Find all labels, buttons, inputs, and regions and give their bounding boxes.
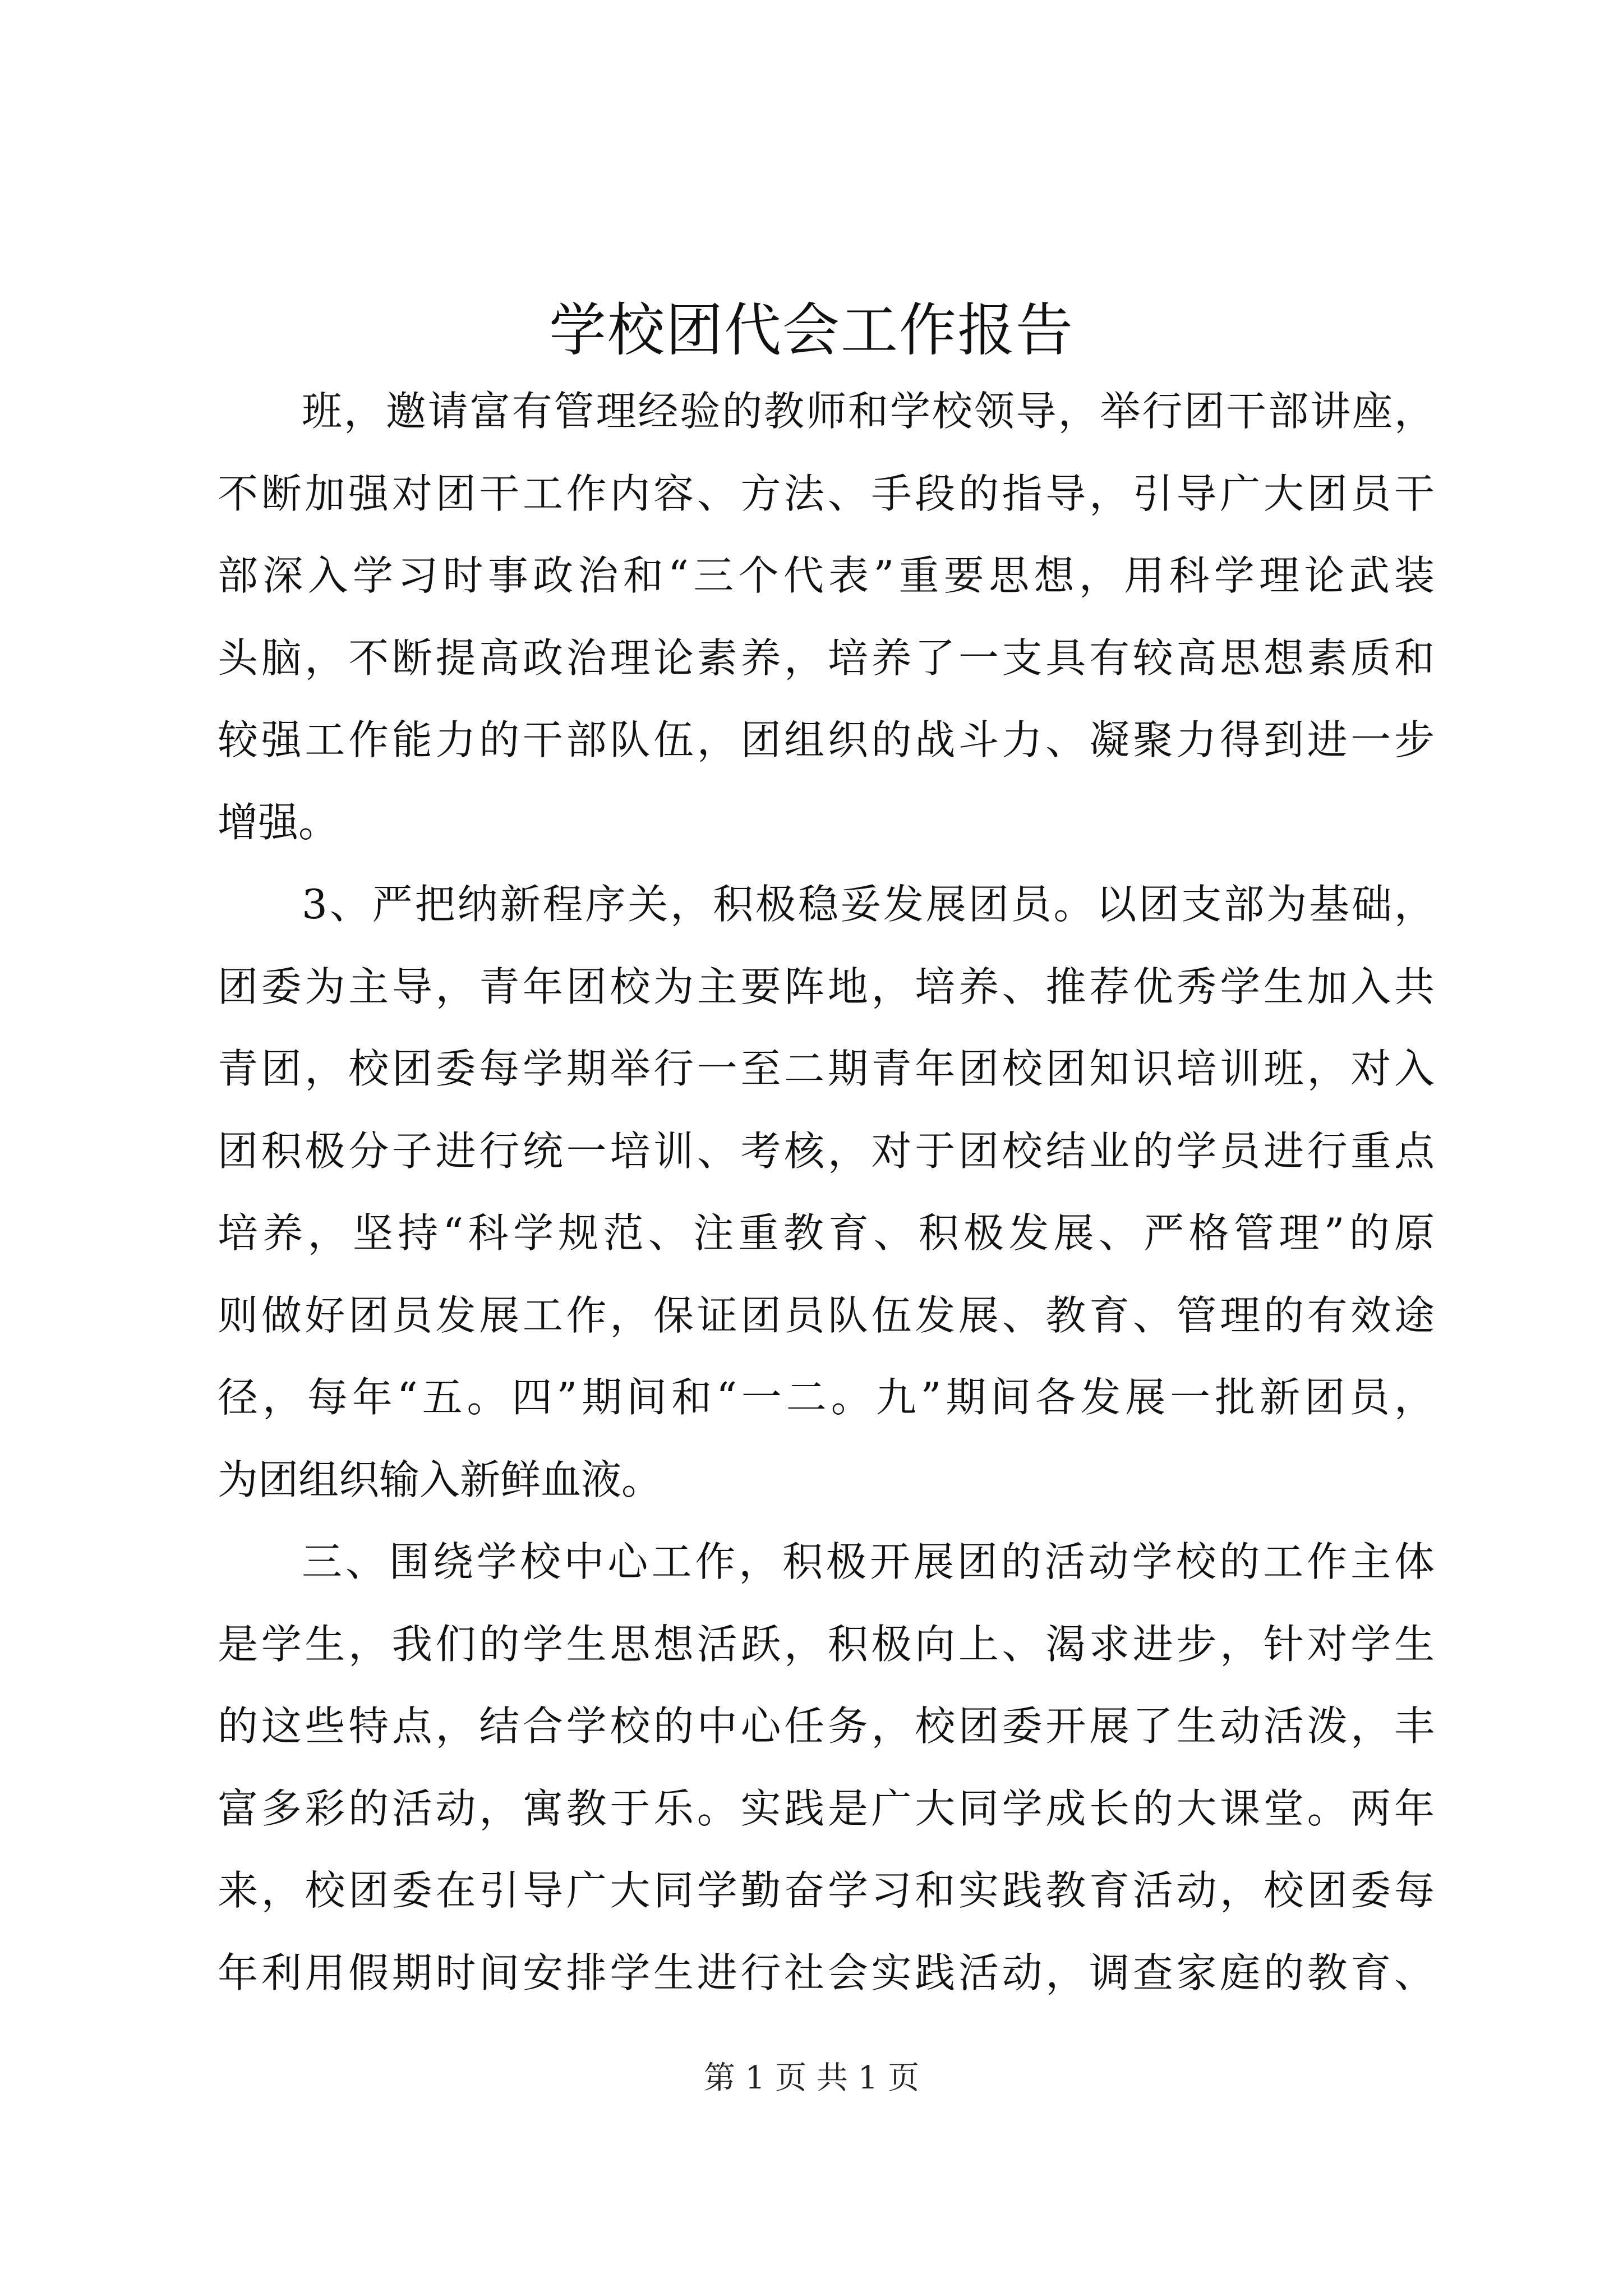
document-title: 学校团代会工作报告 — [549, 297, 1074, 364]
text-line: 三、围绕学校中心工作，积极开展团的活动学校的工作主体 — [302, 1538, 1435, 1585]
text-line: 的这些特点，结合学校的中心任务，校团委开展了生动活泼，丰 — [218, 1703, 1435, 1750]
text-line: 团积极分子进行统一培训、考核，对于团校结业的学员进行重点 — [218, 1127, 1435, 1175]
text-line: 则做好团员发展工作，保证团员队伍发展、教育、管理的有效途 — [218, 1291, 1435, 1339]
text-line: 班，邀请富有管理经验的教师和学校领导，举行团干部讲座， — [302, 388, 1435, 435]
text-line: 是学生，我们的学生思想活跃，积极向上、渴求进步，针对学生 — [218, 1620, 1435, 1668]
document-body — [218, 370, 1435, 2014]
text-line: 增强。 — [218, 798, 339, 846]
text-line: 径，每年“五。四”期间和“一二。九”期间各发展一批新团员， — [218, 1374, 1435, 1421]
text-line: 培养，坚持“科学规范、注重教育、积极发展、严格管理”的原 — [218, 1209, 1435, 1257]
text-line: 富多彩的活动，寓教于乐。实践是广大同学成长的大课堂。两年 — [218, 1784, 1435, 1832]
text-line: 较强工作能力的干部队伍，团组织的战斗力、凝聚力得到进一步 — [218, 716, 1435, 763]
text-line: 不断加强对团干工作内容、方法、手段的指导，引导广大团员干 — [218, 470, 1435, 517]
text-line: 团委为主导，青年团校为主要阵地，培养、推荐优秀学生加入共 — [218, 963, 1435, 1010]
text-line: 来，校团委在引导广大同学勤奋学习和实践教育活动，校团委每 — [218, 1867, 1435, 1914]
text-line: 为团组织输入新鲜血液。 — [218, 1456, 662, 1503]
text-line: 部深入学习时事政治和“三个代表”重要思想，用科学理论武装 — [218, 552, 1435, 599]
page-footer: 第 1 页 共 1 页 — [703, 2060, 920, 2096]
text-line: 头脑，不断提高政治理论素养，培养了一支具有较高思想素质和 — [218, 634, 1435, 682]
text-line: 年利用假期时间安排学生进行社会实践活动，调查家庭的教育、 — [218, 1949, 1435, 1996]
text-line: 青团，校团委每学期举行一至二期青年团校团知识培训班，对入 — [218, 1045, 1435, 1092]
text-line: 3、严把纳新程序关，积极稳妥发展团员。以团支部为基础， — [302, 881, 1435, 928]
